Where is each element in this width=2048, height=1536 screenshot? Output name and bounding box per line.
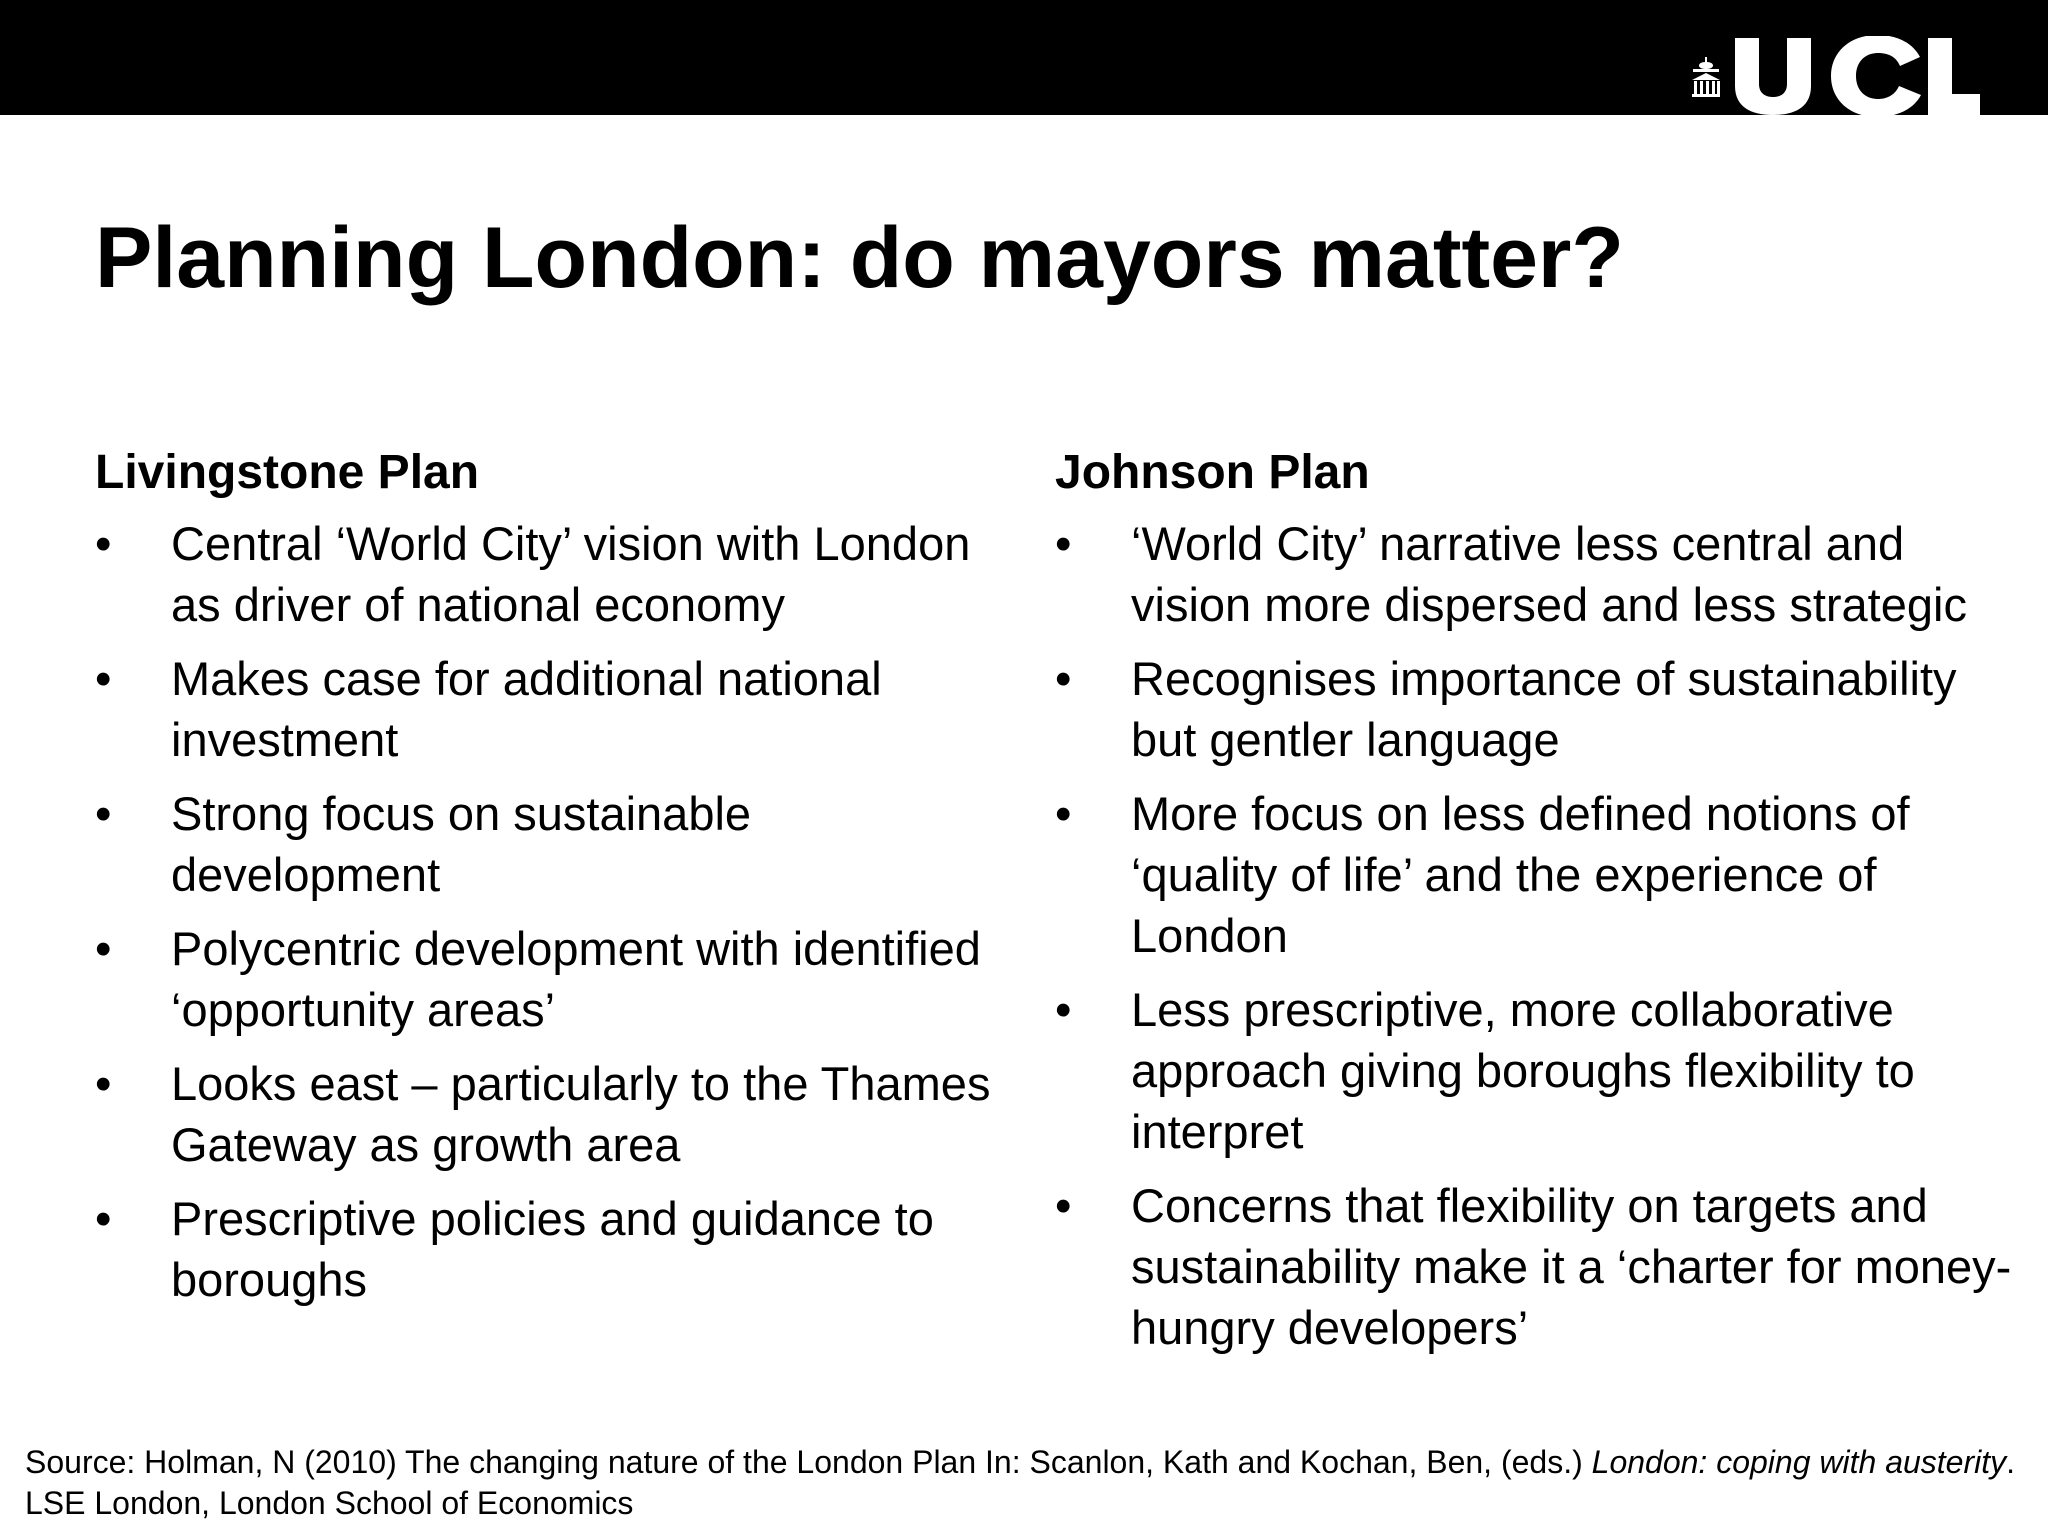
column-heading-johnson: Johnson Plan (1055, 446, 1370, 499)
list-item (1055, 979, 2015, 1162)
bullet-text: Looks east – particularly to the Thames Gateway as growth area (171, 1057, 991, 1171)
bullet-text: ‘World City’ narrative less central and vision more dispersed and less strategic (1131, 517, 1967, 631)
bullet-icon: • (95, 652, 112, 705)
list-item (1055, 648, 2015, 770)
source-book-title: London: coping with austerity (1591, 1444, 2007, 1480)
bullet-icon: • (1055, 983, 1072, 1036)
slide-title: Planning London: do mayors matter? (95, 210, 1624, 306)
bullet-icon: • (95, 787, 112, 840)
list-item (95, 783, 995, 905)
list-item (95, 918, 995, 1040)
livingstone-bullet-list (95, 513, 995, 1310)
johnson-bullet-list (1055, 513, 2015, 1358)
portico-icon (1692, 57, 1720, 97)
list-item (95, 648, 995, 770)
source-citation (25, 1442, 2025, 1524)
bullet-icon: • (1055, 652, 1072, 705)
bullet-text: Strong focus on sustainable development (171, 787, 752, 901)
johnson-plan-column (1055, 445, 2015, 1371)
list-item (1055, 1175, 2015, 1358)
bullet-text: Concerns that flexibility on targets and sustainability make it a ‘charter for money-hungry developers’ (1131, 1179, 2012, 1354)
list-item (95, 1188, 995, 1310)
bullet-text: More focus on less defined notions of ‘quality of life’ and the experience of London (1131, 787, 1910, 962)
bullet-text: Makes case for additional national investment (171, 652, 882, 766)
list-item (1055, 513, 2015, 635)
list-item (95, 1053, 995, 1175)
source-publisher: . LSE London, London School of Economics (25, 1444, 2016, 1521)
ucl-logo (1690, 36, 1980, 115)
bullet-icon: • (1055, 1179, 1072, 1232)
bullet-text: Prescriptive policies and guidance to boroughs (171, 1192, 934, 1306)
bullet-text: Central ‘World City’ vision with London as driver of national economy (171, 517, 971, 631)
ucl-wordmark (1735, 36, 1980, 115)
bullet-icon: • (95, 1192, 112, 1245)
bullet-text: Less prescriptive, more collaborative approach giving boroughs flexibility to interpret (1131, 983, 1915, 1158)
list-item (95, 513, 995, 635)
column-heading-livingstone: Livingstone Plan (95, 446, 480, 499)
bullet-text: Recognises importance of sustainability but gentler language (1131, 652, 1957, 766)
list-item (1055, 783, 2015, 966)
bullet-icon: • (95, 922, 112, 975)
bullet-icon: • (1055, 517, 1072, 570)
top-banner (0, 0, 2048, 115)
livingstone-plan-column (95, 445, 995, 1323)
bullet-icon: • (95, 517, 112, 570)
bullet-text: Polycentric development with identified ‘opportunity areas’ (171, 922, 981, 1036)
bullet-icon: • (95, 1057, 112, 1110)
bullet-icon: • (1055, 787, 1072, 840)
source-text: Source: Holman, N (2010) The changing nature of the London Plan In: Scanlon, Kath and Kochan, Ben, (eds.) (25, 1444, 1592, 1480)
